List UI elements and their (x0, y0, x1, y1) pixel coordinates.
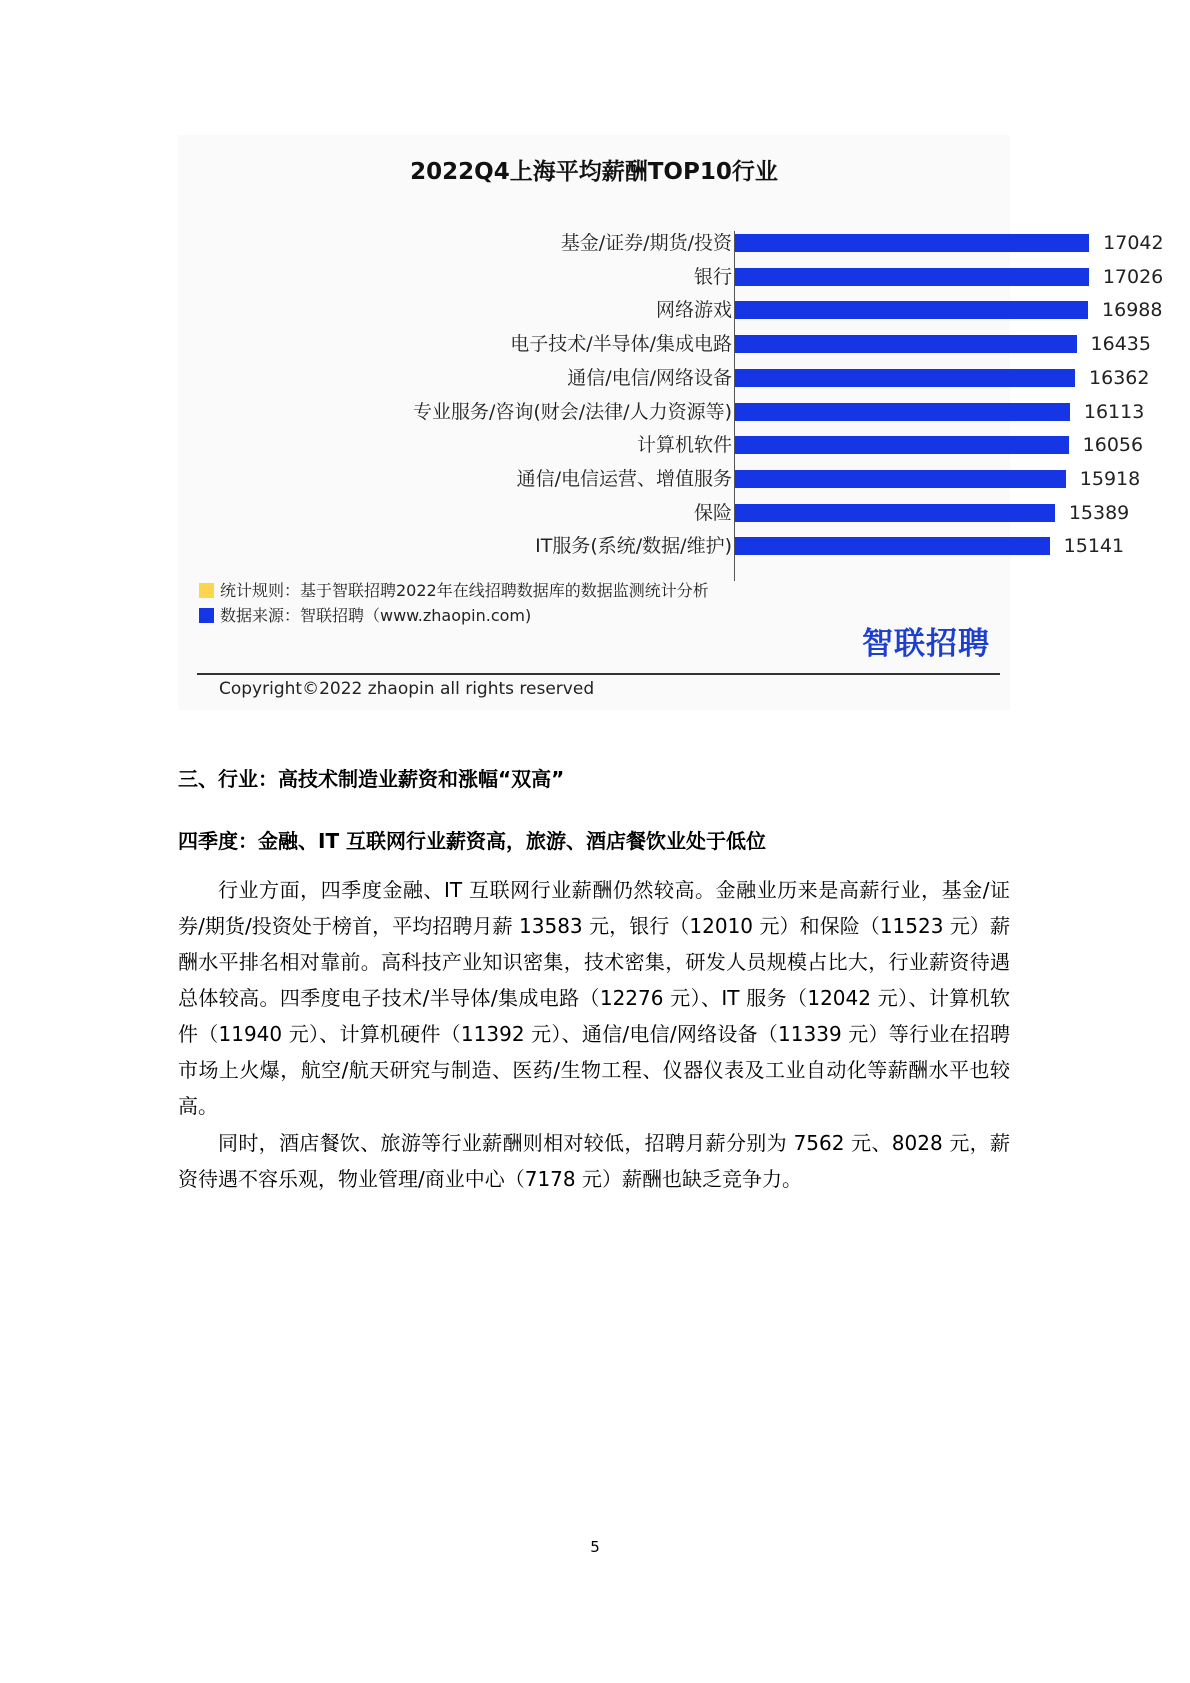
stat-rule-text: 统计规则：基于智联招聘2022年在线招聘数据库的数据监测统计分析 (220, 581, 709, 600)
bar-value-label: 16113 (1083, 400, 1145, 423)
bar-row (178, 433, 1144, 457)
bar (735, 537, 1050, 555)
section-title: 三、行业：高技术制造业薪资和涨幅“双高” (178, 767, 565, 791)
bar-value-label: 17026 (1102, 265, 1164, 288)
bar-row (178, 400, 1145, 424)
bar-value-label: 15389 (1068, 501, 1130, 524)
page-number: 5 (590, 1538, 600, 1556)
bar-category-label: 基金/证券/期货/投资 (560, 232, 732, 254)
body-paragraph-1: 行业方面，四季度金融、IT 互联网行业薪酬仍然较高。金融业历来是高薪行业，基金/证券/期货/投资处于榜首，平均招聘月薪 13583 元，银行（12010 元）和保险（11523 元）薪酬水平排名相对靠前。高科技产业知识密集，技术密集，研发人员规模占比大，行业薪资待遇总体较高。四季度电子技术/半导体/集成电路（12276 元）、IT 服务（12042 元）、计算机软件（11940 元）、计算机硬件（11392 元）、通信/电信/网络设备（11339 元）等行业在招聘市场上火爆，航空/航天研究与制造、医药/生物工程、仪器仪表及工业自动化等薪酬水平也较高。 (178, 878, 1010, 1118)
bar-category-label: 保险 (693, 501, 732, 524)
copyright-text: Copyright©2022 zhaopin all rights reserved (219, 679, 595, 699)
bar (735, 301, 1088, 319)
bar (735, 369, 1075, 387)
body-paragraph-2: 同时，酒店餐饮、旅游等行业薪酬则相对较低，招聘月薪分别为 7562 元、8028 元，薪资待遇不容乐观，物业管理/商业中心（7178 元）薪酬也缺乏竞争力。 (178, 1131, 1010, 1191)
bar-category-label: 通信/电信运营、增值服务 (516, 467, 732, 490)
bar-category-label: IT服务(系统/数据/维护) (535, 535, 732, 558)
bar-value-label: 17042 (1103, 232, 1164, 254)
bar-category-label: 银行 (693, 265, 732, 288)
bar-row (178, 332, 1151, 356)
section-subtitle: 四季度：金融、IT 互联网行业薪资高，旅游、酒店餐饮业处于低位 (178, 829, 767, 853)
bar-row (178, 501, 1130, 525)
bar-row (178, 534, 1125, 558)
data-source-text: 数据来源：智联招聘（www.zhaopin.com) (220, 606, 532, 625)
bar-value-label: 15141 (1063, 535, 1125, 558)
footer-divider (197, 673, 1000, 675)
stat-rule-note (199, 578, 709, 601)
bar (735, 436, 1069, 454)
bar (735, 268, 1089, 286)
bar-row (178, 366, 1150, 390)
bar (735, 470, 1066, 488)
bar (735, 403, 1070, 421)
bar-row (178, 467, 1141, 491)
bar-value-label: 16362 (1089, 366, 1150, 389)
bar-value-label: 16988 (1102, 299, 1163, 322)
bar-category-label: 电子技术/半导体/集成电路 (510, 333, 732, 356)
chart-title: 2022Q4上海平均薪酬TOP10行业 (410, 159, 778, 185)
bar-category-label: 网络游戏 (655, 299, 732, 322)
bar (735, 234, 1089, 252)
bar-value-label: 15918 (1079, 467, 1141, 490)
bar-row (178, 231, 1164, 255)
bar (735, 504, 1055, 522)
bar-value-label: 16056 (1082, 434, 1144, 457)
bar (735, 335, 1077, 353)
zhaopin-logo: 智联招聘 (862, 626, 990, 662)
bar-row (178, 265, 1164, 289)
data-source-swatch (199, 608, 214, 623)
stat-rule-swatch (199, 583, 214, 598)
bar-category-label: 计算机软件 (636, 434, 732, 457)
bar-category-label: 通信/电信/网络设备 (567, 366, 732, 389)
chart-figure (178, 135, 1164, 710)
bar-row (178, 298, 1163, 322)
bar-category-label: 专业服务/咨询(财会/法律/人力资源等) (412, 400, 732, 423)
data-source-note (199, 603, 531, 626)
bar-value-label: 16435 (1090, 333, 1151, 356)
chart-axis-line (734, 231, 735, 581)
